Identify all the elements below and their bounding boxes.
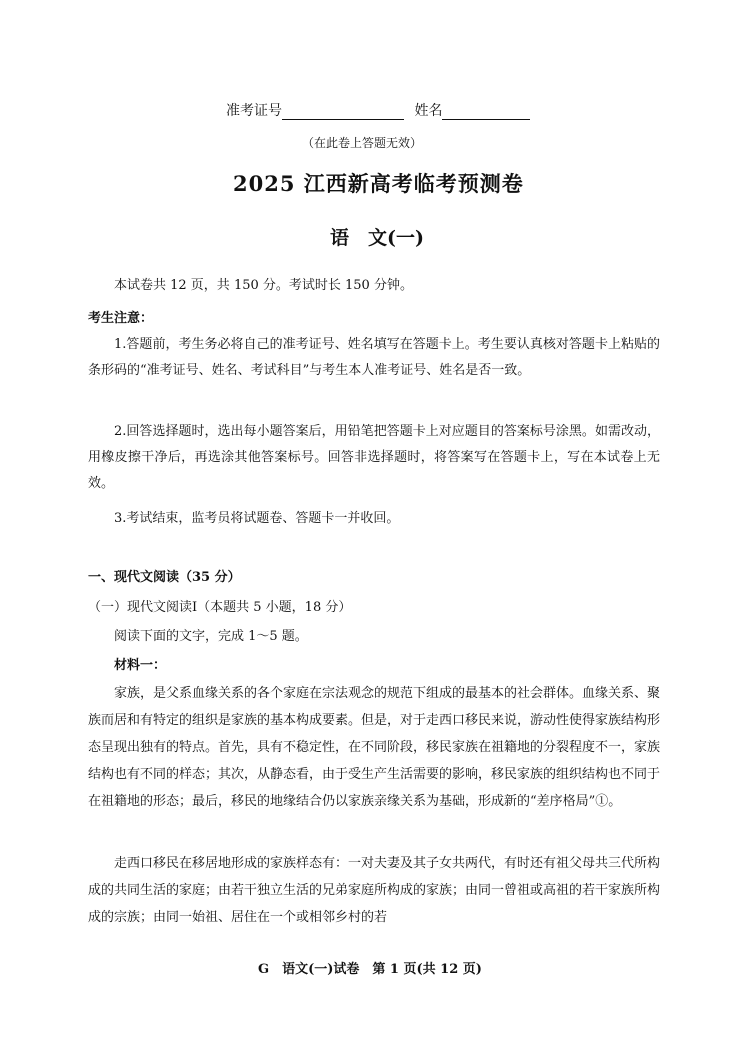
note-2: 2.回答选择题时，选出每小题答案后，用铅笔把答题卡上对应题目的答案标号涂黑。如需改动，用橡皮擦干净后，再选涂其他答案标号。回答非选择题时，将答案写在答题卡上，写在本试卷上无效。 [88,424,660,491]
invalid-notice: （在此卷上答题无效） [302,136,423,150]
reading-instruction: 阅读下面的文字，完成 1～5 题。 [114,629,308,644]
subsection-heading: （一）现代文阅读Ⅰ（本题共 5 小题，18 分） [88,600,352,615]
page-footer: G 语文(一)试卷 第 1 页(共 12 页) [258,962,482,977]
exam-id-label: 准考证号 [226,103,282,119]
exam-intro: 本试卷共 12 页，共 150 分。考试时长 150 分钟。 [114,278,413,293]
subject-title: 语 文(一) [330,227,424,249]
note-1: 1.答题前，考生务必将自己的准考证号、姓名填写在答题卡上。考生要认真核对答题卡上粘贴的条形码的“准考证号、姓名、考试科目”与考生本人准考证号、姓名是否一致。 [88,337,660,378]
name-blank [442,105,530,120]
exam-title: 2025 江西新高考临考预测卷 [233,171,524,196]
section-heading: 一、现代文阅读（35 分） [88,570,241,585]
material-paragraph-1: 家族，是父系血缘关系的各个家庭在宗法观念的规范下组成的最基本的社会群体。血缘关系、聚族而居和有特定的组织是家族的基本构成要素。但是，对于走西口移民来说，游动性使得家族结构形态呈现出独有的特点。首先，具有不稳定性，在不同阶段，移民家族在祖籍地的分裂程度不一，家族结构也有不同的样态；其次，从静态看，由于受生产生活需要的影响，移民家族的组织结构也不同于在祖籍地的形态；最后，移民的地缘结合仍以家族亲缘关系为基础，形成新的“差序格局”①。 [88,686,661,809]
name-label: 姓名 [414,103,443,119]
exam-id-blank [282,105,404,120]
notes-title: 考生注意： [88,311,154,326]
exam-header [226,100,530,120]
note-3: 3.考试结束，监考员将试题卷、答题卡一并收回。 [114,511,400,526]
material-label: 材料一： [114,658,167,673]
material-paragraph-2: 走西口移民在移居地形成的家族样态有：一对夫妻及其子女共两代，有时还有祖父母共三代所构成的共同生活的家庭；由若干独立生活的兄弟家庭所构成的家族；由同一曾祖或高祖的若干家族所构成的宗族；由同一始祖、居住在一个或相邻乡村的若 [88,856,660,925]
